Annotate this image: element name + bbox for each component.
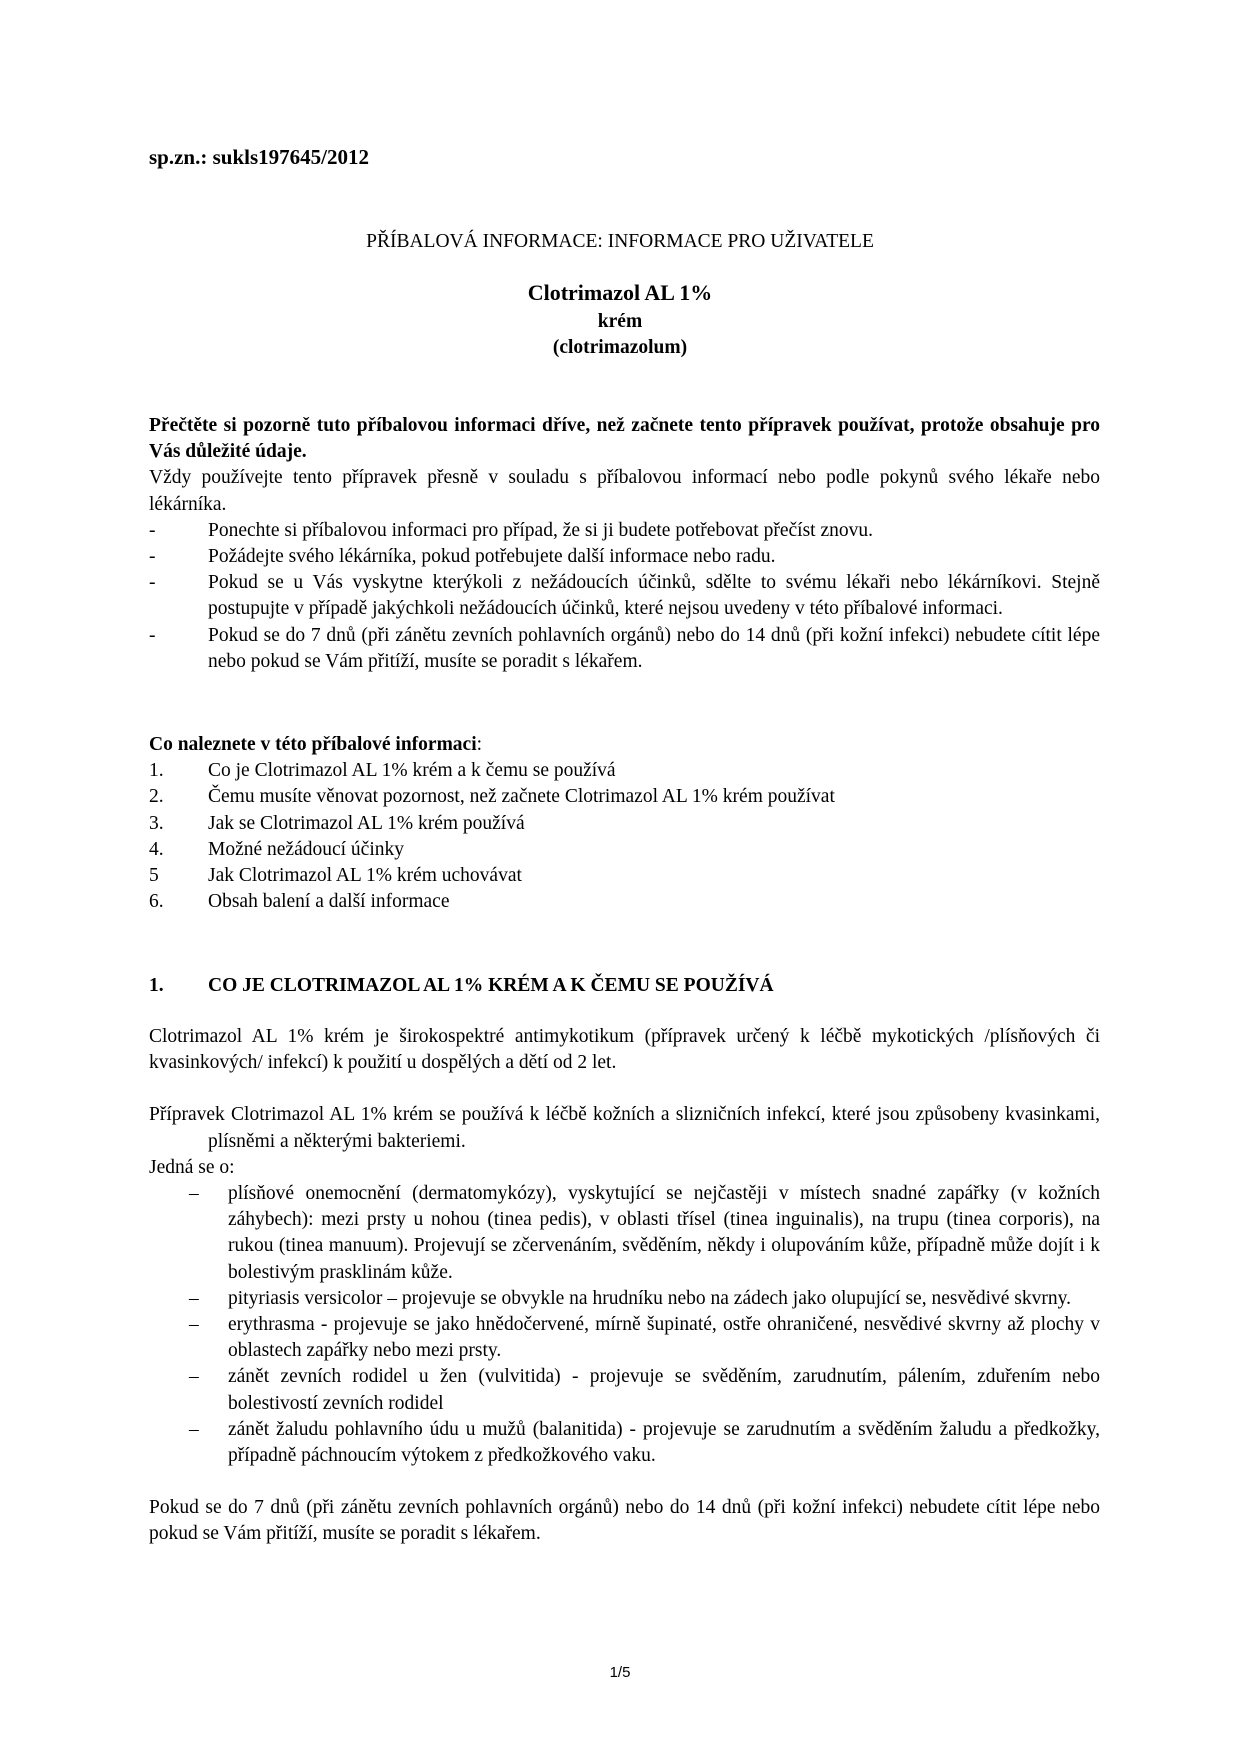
contents-item <box>149 837 1100 863</box>
contents-item <box>149 863 1100 889</box>
reference-number: sp.zn.: sukls197645/2012 <box>149 145 369 169</box>
list-item-text: pityriasis versicolor – projevuje se obvykle na hrudníku nebo na zádech jako olupující se, nesvědivé skvrny. <box>228 1287 1071 1309</box>
section-1-paragraph: Přípravek Clotrimazol AL 1% krém se používá k léčbě kožních a slizničních infekcí, které jsou způsobeny kvasinkami, plísněmi a některými bakteriemi. <box>149 1104 1100 1152</box>
bullet-marker: – <box>189 1418 199 1440</box>
bullet-marker: - <box>149 519 156 541</box>
list-item <box>149 1417 1100 1469</box>
contents-item-text: Jak se Clotrimazol AL 1% krém používá <box>208 812 525 834</box>
list-item <box>149 1364 1100 1416</box>
section-1-title: CO JE CLOTRIMAZOL AL 1% KRÉM A K ČEMU SE POUŽÍVÁ <box>208 975 774 996</box>
section-1-closing: Pokud se do 7 dnů (při zánětu zevních pohlavních orgánů) nebo do 14 dnů (při kožní infekci) nebudete cítit lépe nebo pokud se Vám přitíží, musíte se poradit s lékařem. <box>149 1497 1100 1545</box>
list-item <box>149 1181 1100 1286</box>
drug-inn: (clotrimazolum) <box>552 337 688 358</box>
bullet-marker: – <box>189 1287 199 1309</box>
drug-form: krém <box>597 311 643 332</box>
contents-item-number: 1. <box>149 760 164 782</box>
drug-name: Clotrimazol AL 1% <box>527 280 713 305</box>
contents-section <box>149 732 1100 915</box>
list-item-text: zánět zevních rodidel u žen (vulvitida) - projevuje se svěděním, zarudnutím, pálením, zduřením nebo bolestivostí zevních rodidel <box>228 1366 1100 1414</box>
list-item <box>149 518 1100 544</box>
list-item-text: Ponechte si příbalovou informaci pro případ, že si ji budete potřebovat přečíst znovu. <box>208 519 873 541</box>
bullet-marker: - <box>149 624 156 646</box>
contents-item-text: Čemu musíte věnovat pozornost, než začnete Clotrimazol AL 1% krém používat <box>208 786 835 808</box>
page-number: 1/5 <box>609 1664 631 1681</box>
section-1-lead: Jedná se o: <box>149 1156 235 1178</box>
contents-item-number: 3. <box>149 812 164 834</box>
bullet-marker: – <box>189 1314 199 1336</box>
contents-item <box>149 758 1100 784</box>
contents-heading: Co naleznete v této příbalové informaci <box>149 734 477 755</box>
leaflet-title: PŘÍBALOVÁ INFORMACE: INFORMACE PRO UŽIVATELE <box>366 231 874 252</box>
contents-item <box>149 784 1100 810</box>
list-item <box>149 570 1100 622</box>
section-1-body <box>149 1024 1100 1548</box>
contents-heading-line <box>149 732 1100 758</box>
bullet-marker: - <box>149 546 156 568</box>
contents-item-number: 5 <box>149 865 159 887</box>
list-item-text: zánět žaludu pohlavního údu u mužů (balanitida) - projevuje se zarudnutím a svěděním žaludu a předkožky, případně páchnoucím výtokem z předkožkového vaku. <box>228 1418 1100 1467</box>
list-item-text: Požádejte svého lékárníka, pokud potřebujete další informace nebo radu. <box>208 546 776 568</box>
contents-item-number: 2. <box>149 786 164 808</box>
contents-item-text: Obsah balení a další informace <box>208 891 450 913</box>
section-1-number: 1. <box>149 975 164 996</box>
contents-item-text: Možné nežádoucí účinky <box>208 838 405 860</box>
contents-item-text: Co je Clotrimazol AL 1% krém a k čemu se používá <box>208 760 616 782</box>
list-item-text: plísňové onemocnění (dermatomykózy), vyskytující se nejčastěji v místech snadné zapářky (v kožních záhybech): mezi prsty u nohou (tinea pedis), v oblasti třísel (tinea inguinalis), na trupu (tinea corporis), na rukou (tinea manuum). Projevují se zčervenáním, svěděním, někdy i olupováním kůže, případně může dojít i k bolestivým prasklinám kůže. <box>228 1183 1100 1283</box>
contents-item-text: Jak Clotrimazol AL 1% krém uchovávat <box>208 865 522 887</box>
list-item <box>149 623 1100 675</box>
contents-item <box>149 811 1100 837</box>
contents-item-number: 6. <box>149 891 164 913</box>
section-1-paragraph: Clotrimazol AL 1% krém je širokospektré antimykotikum (přípravek určený k léčbě mykotických /plísňových či kvasinkových/ infekcí) k použití u dospělých a dětí od 2 let. <box>149 1026 1100 1074</box>
list-item-text: Pokud se u Vás vyskytne kterýkoli z nežádoucích účinků, sdělte to svému lékaři nebo lékárníkovi. Stejně postupujte v případě jakýchkoli nežádoucích účinků, které nejsou uvedeny v této příbalové informaci. <box>208 572 1100 620</box>
intro-section <box>149 413 1100 675</box>
list-item-text: Pokud se do 7 dnů (při zánětu zevních pohlavních orgánů) nebo do 14 dnů (při kožní infekci) nebudete cítit lépe nebo pokud se Vám přitíží, musíte se poradit s lékařem. <box>208 624 1100 672</box>
bullet-marker: - <box>149 572 156 594</box>
read-carefully-notice: Přečtěte si pozorně tuto příbalovou informaci dříve, než začnete tento přípravek používat, protože obsahuje pro Vás důležité údaje. <box>149 415 1100 463</box>
usage-instruction: Vždy používejte tento přípravek přesně v souladu s příbalovou informací nebo podle pokynů svého lékaře nebo lékárníka. <box>149 467 1100 515</box>
list-item-text: erythrasma - projevuje se jako hnědočervené, mírně šupinaté, ostře ohraničené, nesvědivé skvrny až plochy v oblastech zapářky nebo mezi prsty. <box>228 1314 1100 1362</box>
contents-item-number: 4. <box>149 838 164 860</box>
bullet-marker: – <box>189 1366 199 1388</box>
bullet-marker: – <box>189 1183 199 1205</box>
list-item <box>149 1286 1100 1312</box>
contents-heading-colon: : <box>476 734 483 755</box>
list-item <box>149 1312 1100 1364</box>
list-item <box>149 544 1100 570</box>
contents-item <box>149 889 1100 915</box>
